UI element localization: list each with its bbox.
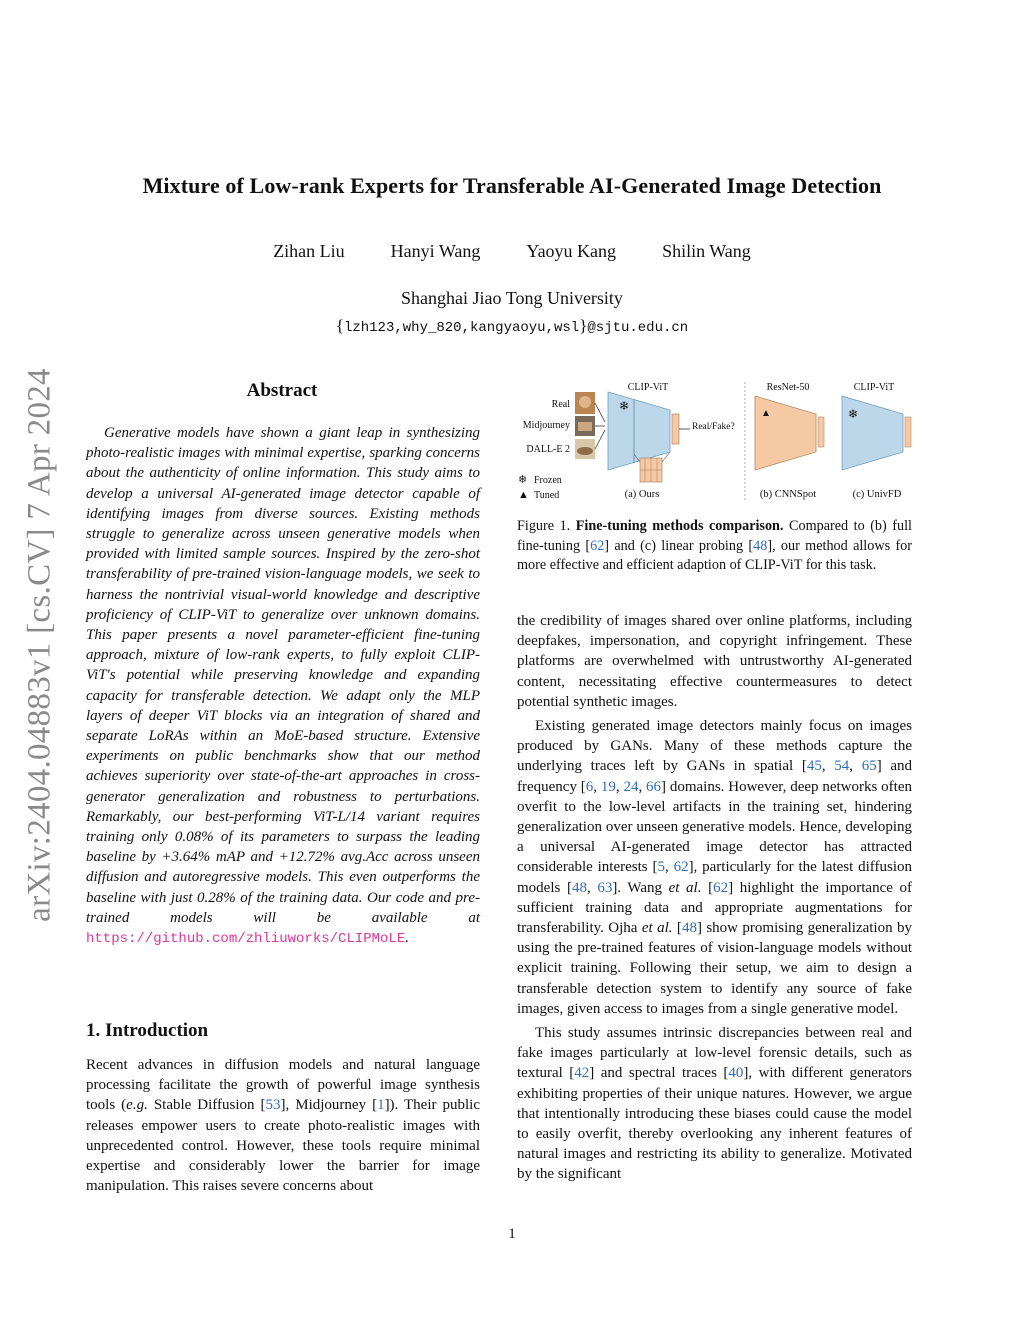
citation-link[interactable]: 19 (600, 778, 616, 795)
citation-link[interactable]: 62 (713, 879, 729, 896)
text-run: Stable Diffusion [ (147, 1097, 266, 1114)
panel-b-title: ResNet-50 (766, 382, 810, 393)
citation-link[interactable]: 63 (597, 879, 613, 896)
legend-tuned: Tuned (534, 490, 560, 501)
classifier-head (818, 417, 824, 447)
input-arrow (595, 403, 605, 422)
intro-right-column (517, 611, 912, 1189)
text-run: ], Midjourney [ (280, 1097, 378, 1114)
text-run: ]). Their public releases empower users to create photo-realistic images with unprecedented control. However, these tools require minimal expertise and considerably lower the barrier for image manipulation. This raises severe concerns about (86, 1097, 480, 1195)
snowflake-icon: ❄ (518, 474, 528, 486)
citation-link[interactable]: 65 (861, 758, 877, 775)
caption-title: Fine-tuning methods comparison. (575, 518, 784, 534)
fire-icon: ▲ (761, 408, 771, 419)
figure-1-graphic (512, 372, 916, 507)
citation-link[interactable]: 48 (681, 920, 697, 937)
page-number: 1 (508, 1226, 516, 1242)
text-run: ] show promising generalization by using the pre-trained features of vision-language models without explicit training. Following their setup, we aim to design a transferable detection system to identify any source of fake images, given access to images from a single generative model. (517, 920, 912, 1017)
citation-link[interactable]: 24 (623, 778, 639, 795)
arxiv-stamp-text: arXiv:2404.04883v1 [cs.CV] 7 Apr 2024 (21, 368, 58, 922)
text-run: ] and frequency [ (517, 758, 913, 795)
subcaption-a: (a) Ours (624, 489, 660, 500)
citation-link[interactable]: 1 (377, 1097, 385, 1114)
intro-paragraph-2: the credibility of images shared over online platforms, including deepfakes, impersonation, and copyright infringement. These platforms are overwhelmed with untrustworthy AI-generated content, necessitating effective countermeasures to detect potential synthetic images. (517, 613, 912, 710)
author-emails (0, 316, 1024, 336)
snowflake-icon: ❄ (619, 399, 630, 413)
citation-link[interactable]: 40 (728, 1065, 744, 1082)
abstract-text: Generative models have shown a giant leap in synthesizing photo-realistic images with minimal expertise, sparking concerns about the authenticity of online information. This study aims to develop a universal AI-generated image detector capable of identifying images from diverse sources. Existing methods struggle to generalize across unseen generative models when provided with limited sample sources. Inspired by the zero-shot transferability of pre-trained vision-language models, we seek to harness the nontrivial visual-world knowledge and descriptive proficiency of CLIP-ViT to generalize over unknown domains. This paper presents a novel parameter-efficient fine-tuning approach, mixture of low-rank experts, to fully exploit CLIP-ViT's potential while preserving knowledge and expanding capacity for transferable detection. We adapt only the MLP layers of deeper ViT blocks via an integration of shared and separate LoRAs within an MoE-based structure. Extensive experiments on public benchmarks show that our method achieves superiority over state-of-the-art approaches in cross-generator generalization and robustness to perturbations. Remarkably, our best-performing ViT-L/14 variant requires training only 0.08% of its parameters to surpass the leading baseline by +3.64% mAP and +12.72% avg.Acc across unseen diffusion and autoregressive models. This even outperforms the baseline with just 0.28% of the training data. Our code and pre-trained models will be available at (86, 425, 480, 926)
email-domain: @sjtu.edu.cn (587, 320, 689, 336)
brace-open: { (335, 316, 344, 335)
classifier-head (672, 414, 679, 444)
abstract-heading: Abstract (246, 380, 318, 401)
arxiv-stamp (12, 360, 68, 930)
brace-close: } (579, 316, 588, 335)
citation-link[interactable]: 6 (585, 778, 594, 795)
legend-frozen: Frozen (534, 475, 562, 486)
input-label-real: Real (551, 399, 570, 410)
citation-link[interactable]: 45 (806, 758, 822, 775)
panel-c-title: CLIP-ViT (853, 382, 895, 393)
author-name: Hanyi Wang (390, 241, 481, 261)
panel-a-title: CLIP-ViT (627, 382, 669, 393)
citation-link[interactable]: 48 (571, 879, 587, 896)
caption-label: Figure 1. (517, 518, 571, 534)
text-run: ] domains. However, deep networks often overfit to the low-level artifacts in the training set, hindering generalization over unseen generative models. Hence, developing a universal AI-generated image detector has attracted considerable interests [ (517, 778, 912, 876)
text-run: et al. (641, 920, 673, 937)
author-name: Yaoyu Kang (526, 241, 617, 261)
text-run: This study assumes intrinsic discrepancies between real and fake images particularly at low-level forensic details, such as textural [ (517, 1025, 912, 1082)
text-run: Existing generated image detectors mainly focus on images produced by GANs. Many of these methods capture the underlying traces left by GANs in spatial [ (517, 718, 912, 775)
intro-left-column (86, 1055, 480, 1200)
text-run: Recent advances in diffusion models and natural language processing facilitate the growth of powerful image synthesis tools ( (86, 1057, 480, 1114)
output-label: Real/Fake? (692, 422, 735, 432)
figure-1 (512, 372, 916, 507)
classifier-head (905, 417, 911, 447)
author-name: Zihan Liu (273, 241, 345, 261)
text-run: Compared to (b) full fine-tuning [ (517, 518, 912, 554)
input-label-midjourney: Midjourney (522, 420, 570, 431)
citation-link[interactable]: 66 (646, 778, 662, 795)
intro-paragraph-3: Existing generated image detectors mainly focus on images produced by GANs. Many of these methods capture the underlying traces left by GANs in spatial [45, 54, 65] and frequency [6, 19, 24, 66] domains. However, deep networks often overfit to the low-level artifacts in the training set, hindering generalization over unseen generative models. Hence, developing a universal AI-generated image detector has attracted considerable interests [5, 62], particularly for the latest diffusion models [48, 63]. Wang et al. [62] highlight the importance of sufficient training data and appropriate augmentations for transferability. Ojha et al. [48] show promising generalization by using the pre-trained features of vision-language models without explicit training. Following their setup, we aim to design a transferable detection system to identify any source of fake images, given access to images from a single generative model. (517, 718, 913, 1017)
citation-link[interactable]: 54 (834, 758, 850, 775)
text-run: [ (701, 879, 714, 896)
intro-paragraph-1 (86, 1055, 480, 1196)
citation-link[interactable]: 62 (673, 859, 689, 876)
code-link[interactable]: https://github.com/zhliuworks/CLIPMoLE (86, 931, 406, 948)
text-run: ] and spectral traces [ (589, 1065, 729, 1082)
text-run: ], particularly for the latest diffusion models [ (517, 859, 913, 896)
thumbnail-detail (578, 422, 592, 431)
text-run: ] highlight the importance of sufficient training data and appropriate augmentations for transferability. Ojha (517, 879, 912, 937)
citation-link[interactable]: 5 (657, 859, 665, 876)
thumbnail-face (579, 396, 591, 408)
author-list (0, 241, 1024, 262)
affiliation: Shanghai Jiao Tong University (401, 288, 623, 308)
paper-title: Mixture of Low-rank Experts for Transferable AI-Generated Image Detection (142, 173, 882, 198)
text-run: ], our method allows for more effective and efficient adaption of CLIP-ViT for this task. (517, 537, 912, 573)
input-arrow (595, 430, 605, 449)
abstract-body (86, 423, 480, 949)
intro-paragraph-4 (517, 1023, 912, 1185)
snowflake-icon: ❄ (848, 407, 859, 421)
input-label-dalle: DALL-E 2 (526, 444, 570, 455)
section-heading-introduction: 1. Introduction (86, 1020, 209, 1041)
text-run: e.g. (126, 1097, 148, 1114)
citation-link[interactable]: 48 (753, 537, 768, 554)
fire-icon: ▲ (518, 489, 529, 501)
author-name: Shilin Wang (662, 241, 751, 261)
text-run: ]. Wang (612, 879, 669, 896)
text-run: ], with different generators exhibiting properties of their unique natures. However, we argue that intentionally introducing these biases could cause the model to easily overfit, thereby overlooking any inherent features of natural images and restricting its ability to generalize. Motivated by the significant (517, 1065, 913, 1183)
subcaption-b: (b) CNNSpot (759, 489, 817, 500)
text-run: [ (672, 920, 682, 937)
text-run: et al. (668, 879, 702, 896)
figure-1-caption (517, 517, 912, 576)
citation-link[interactable]: 42 (574, 1065, 590, 1082)
abstract-end: . (405, 930, 410, 947)
subcaption-c: (c) UnivFD (852, 489, 902, 500)
citation-link[interactable]: 53 (265, 1097, 281, 1114)
text-run: ] and (c) linear probing [ (604, 537, 754, 554)
thumbnail-detail (577, 447, 593, 455)
email-users: lzh123,why_820,kangyaoyu,wsl (343, 320, 580, 336)
citation-link[interactable]: 62 (590, 537, 605, 554)
